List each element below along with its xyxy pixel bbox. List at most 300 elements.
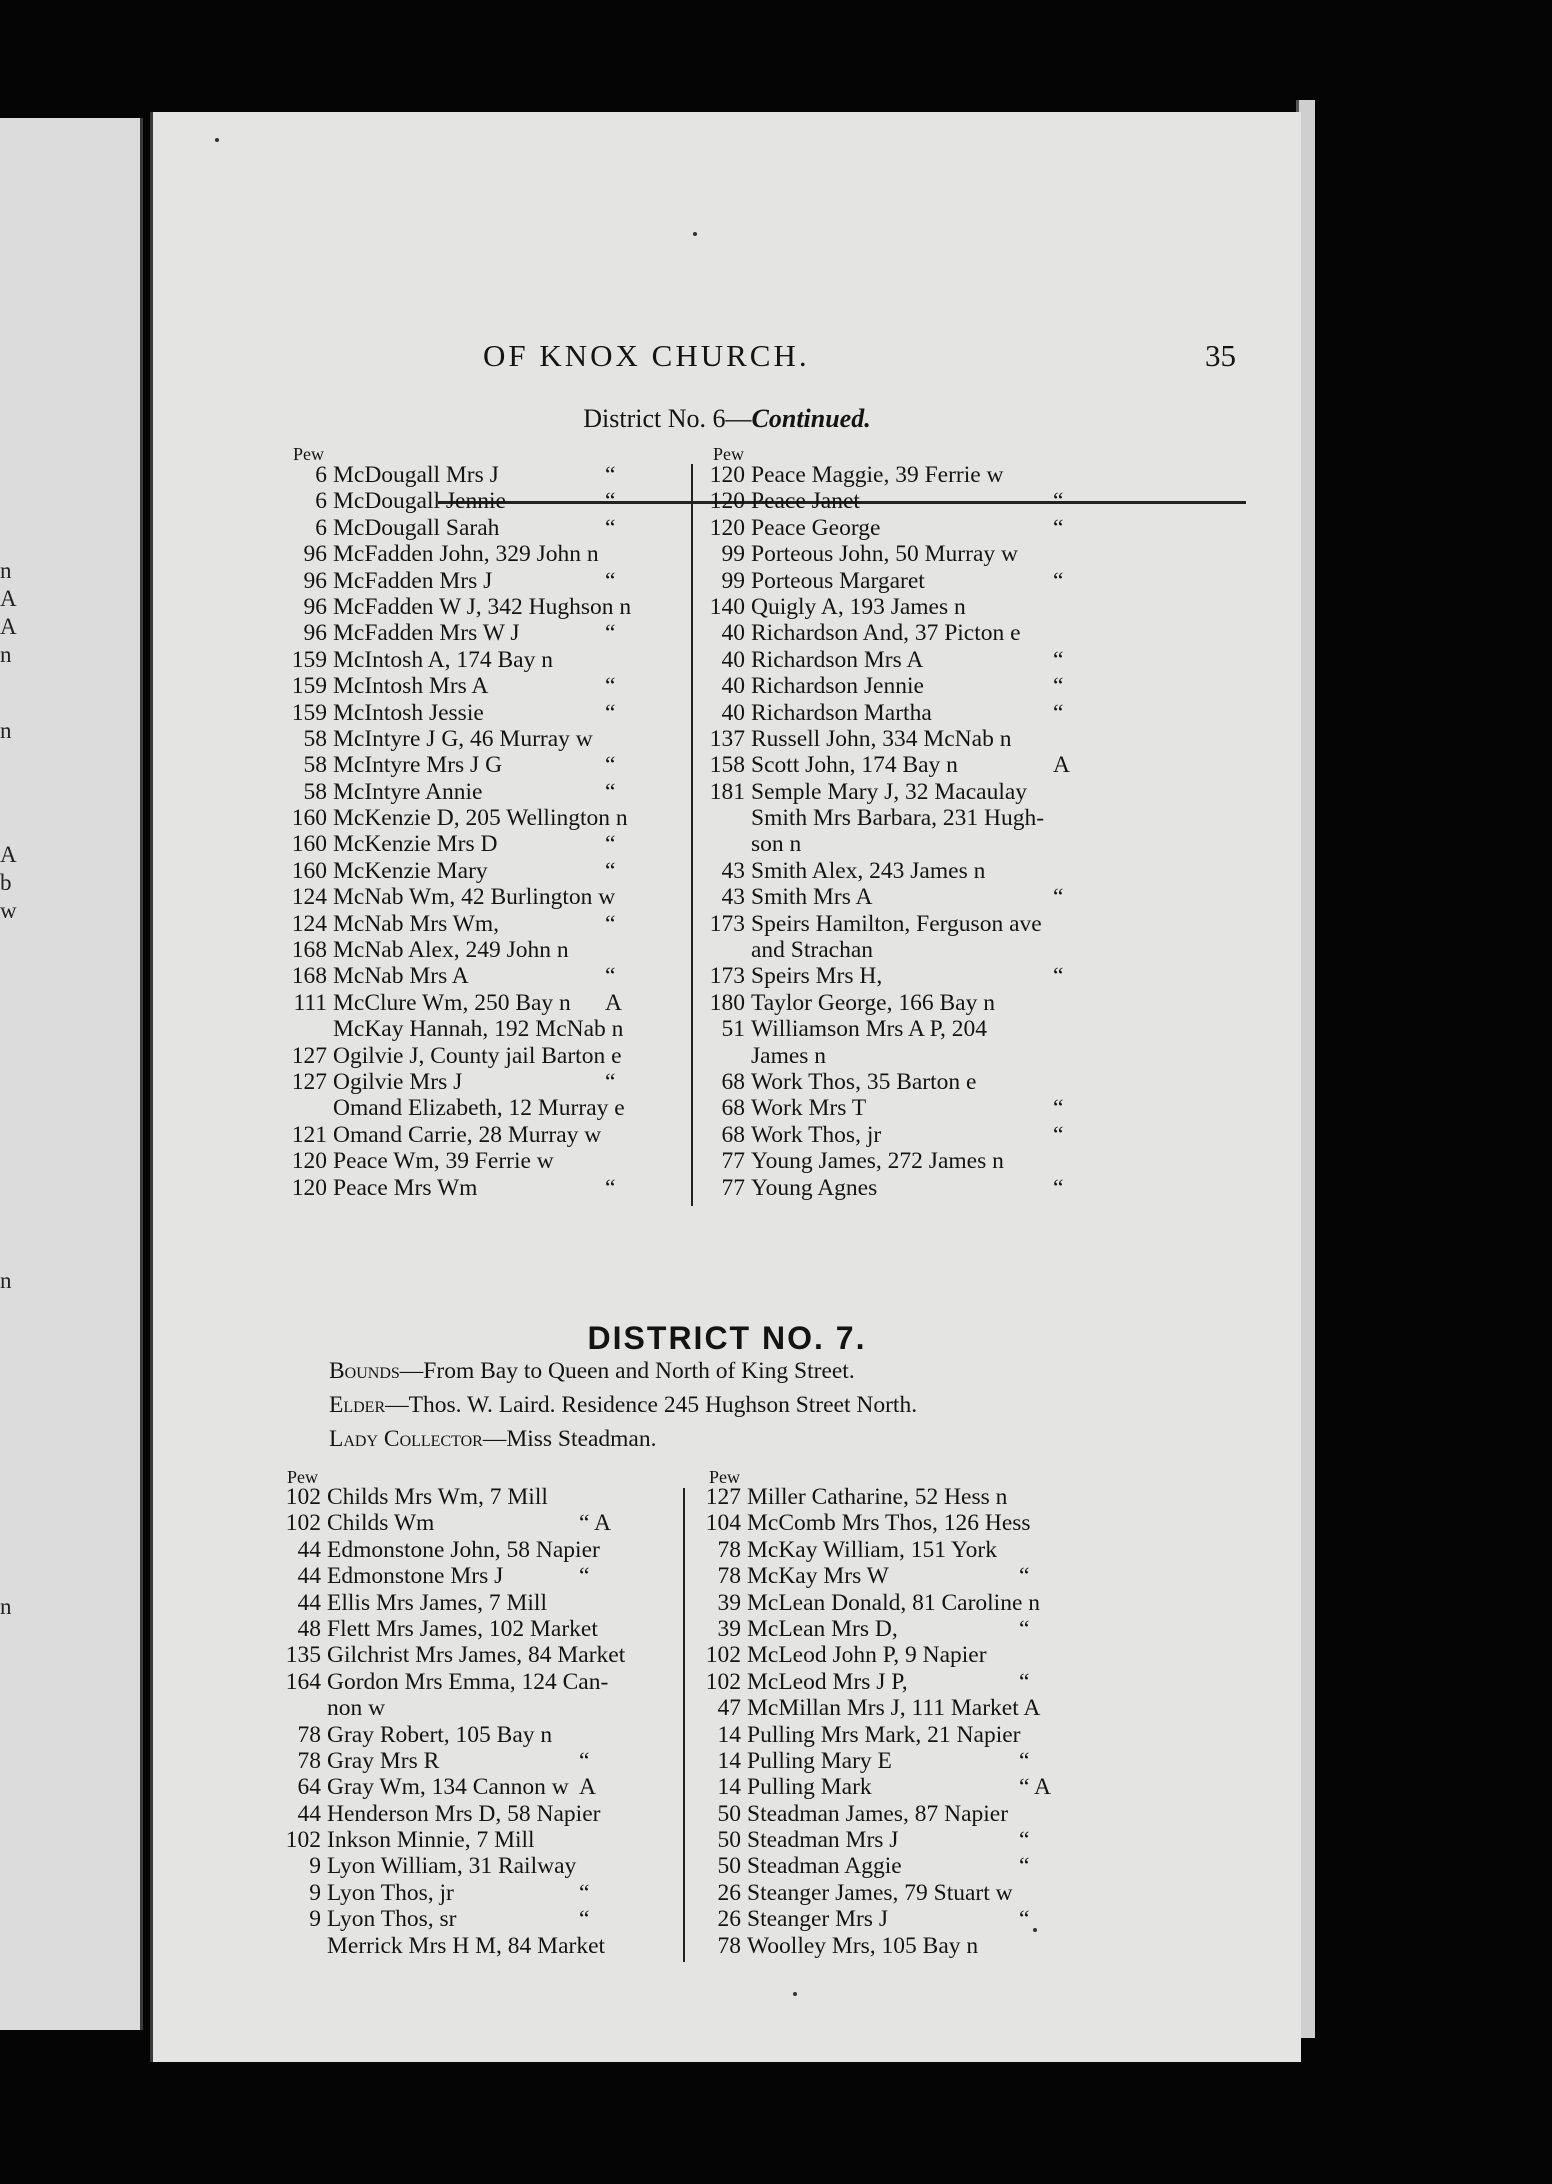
ditto-mark: “: [605, 910, 616, 937]
pew-number: 6: [315, 514, 327, 541]
ditto-mark: “: [579, 1906, 590, 1933]
pew-number: 58: [303, 752, 327, 779]
member-entry: Smith Alex, 243 James n: [751, 857, 986, 884]
district6-right-column: [693, 462, 1253, 1201]
pew-number: 127: [705, 1484, 741, 1510]
ditto-mark: “: [605, 567, 616, 594]
pew-number: 58: [303, 778, 327, 805]
pew-number: 47: [717, 1695, 741, 1722]
pew-number: 77: [721, 1174, 745, 1201]
member-entry: Young James, 272 James n: [751, 1148, 1004, 1175]
list-item: [693, 647, 1253, 673]
member-entry: McKenzie Mary: [333, 857, 488, 884]
ditto-mark: “: [605, 963, 616, 990]
facing-page-fragment: A: [0, 842, 17, 867]
list-item: [689, 1537, 1259, 1563]
member-entry: Childs Mrs Wm, 7 Mill: [327, 1484, 548, 1510]
list-item: [693, 963, 1253, 989]
list-item: [275, 937, 715, 963]
ditto-mark: A: [605, 989, 622, 1016]
member-entry: Gray Wm, 134 Cannon w: [327, 1774, 569, 1801]
district6-left-column: [275, 462, 715, 1201]
pew-number: 124: [291, 910, 327, 937]
pew-number: 43: [721, 857, 745, 884]
list-item: [689, 1933, 1259, 1959]
member-entry: Miller Catharine, 52 Hess n: [747, 1484, 1008, 1510]
district7-lady-collector: [329, 1426, 656, 1453]
list-item: [689, 1801, 1259, 1827]
pew-number: 44: [297, 1563, 321, 1590]
pew-number: 180: [709, 989, 745, 1016]
paper-speck: [1033, 1928, 1037, 1932]
pew-number: 44: [297, 1536, 321, 1563]
collector-text: —Miss Steadman.: [482, 1426, 657, 1452]
ditto-mark: “: [605, 1068, 616, 1095]
pew-number: 48: [297, 1615, 321, 1642]
pew-number: 6: [315, 488, 327, 515]
member-entry: Peace George: [751, 514, 881, 541]
member-entry: Ogilvie J, County jail Barton e: [333, 1042, 622, 1069]
list-item: [275, 1043, 715, 1069]
list-item: [689, 1484, 1259, 1510]
pew-number: 102: [285, 1827, 321, 1854]
pew-number: 164: [285, 1668, 321, 1695]
list-item: [269, 1853, 709, 1879]
pew-number: 111: [293, 989, 327, 1016]
member-entry: Work Thos, 35 Barton e: [751, 1068, 977, 1095]
pew-number: 64: [297, 1774, 321, 1801]
member-entry: McKenzie D, 205 Wellington n: [333, 805, 628, 832]
member-entry: Henderson Mrs D, 58 Napier: [327, 1800, 601, 1827]
pew-number: 68: [721, 1121, 745, 1148]
ditto-mark: “: [1019, 1747, 1030, 1774]
member-entry: Gilchrist Mrs James, 84 Market: [327, 1642, 626, 1669]
district6-continued: Continued.: [751, 404, 871, 433]
member-entry: Peace Mrs Wm: [333, 1174, 478, 1201]
list-item: [693, 594, 1253, 620]
member-entry: McLeod John P, 9 Napier: [747, 1642, 987, 1669]
list-item: [693, 673, 1253, 699]
facing-page-fragment: n: [0, 642, 12, 667]
ditto-mark: “: [1053, 488, 1064, 515]
district6-pew-label-right: Pew: [713, 444, 744, 464]
pew-number: 14: [717, 1747, 741, 1774]
member-entry: McKay Hannah, 192 McNab n: [333, 1016, 624, 1043]
pew-number: 102: [285, 1484, 321, 1510]
list-item: [269, 1642, 709, 1668]
member-entry: Lyon William, 31 Railway: [327, 1853, 577, 1880]
district6-heading: [153, 404, 1301, 434]
member-entry: Speirs Hamilton, Ferguson ave: [751, 910, 1042, 937]
list-item: [269, 1484, 709, 1510]
pew-number: 120: [291, 1148, 327, 1175]
pew-number: 78: [717, 1932, 741, 1959]
member-entry: Smith Mrs A: [751, 884, 873, 911]
list-item: [269, 1774, 709, 1800]
ditto-mark: “: [605, 673, 616, 700]
elder-text: —Thos. W. Laird. Residence 245 Hughson Street North.: [385, 1392, 918, 1418]
ditto-mark: “: [605, 831, 616, 858]
list-item: [269, 1695, 709, 1721]
member-entry: Childs Wm: [327, 1510, 435, 1537]
member-entry: Semple Mary J, 32 Macaulay: [751, 778, 1028, 805]
list-item: [269, 1801, 709, 1827]
list-item: [269, 1510, 709, 1536]
member-entry: Steadman James, 87 Napier: [747, 1800, 1009, 1827]
ditto-mark: “ A: [1019, 1774, 1051, 1801]
member-entry: McIntosh Mrs A: [333, 673, 489, 700]
member-entry: Merrick Mrs H M, 84 Market: [327, 1932, 606, 1959]
member-entry: Woolley Mrs, 105 Bay n: [747, 1932, 979, 1959]
pew-number: 140: [709, 593, 745, 620]
list-item: [693, 1122, 1253, 1148]
pew-number: 78: [717, 1536, 741, 1563]
ditto-mark: “: [1053, 699, 1064, 726]
member-entry: Scott John, 174 Bay n: [751, 752, 958, 779]
pew-number: 51: [721, 1016, 745, 1043]
ditto-mark: “: [1019, 1827, 1030, 1854]
pew-number: 124: [291, 884, 327, 911]
member-entry: McIntosh A, 174 Bay n: [333, 646, 553, 673]
member-entry: Speirs Mrs H,: [751, 963, 883, 990]
list-item: [269, 1722, 709, 1748]
member-entry: Ellis Mrs James, 7 Mill: [327, 1589, 547, 1616]
member-entry: McKay Mrs W: [747, 1563, 889, 1590]
list-item: [693, 1148, 1253, 1174]
member-entry: McIntyre Annie: [333, 778, 483, 805]
list-item: [689, 1563, 1259, 1589]
list-item: [693, 779, 1253, 805]
member-entry: son n: [751, 831, 802, 858]
member-entry: Taylor George, 166 Bay n: [751, 989, 995, 1016]
member-entry: Steanger Mrs J: [747, 1906, 888, 1933]
ditto-mark: “: [1053, 1174, 1064, 1201]
pew-number: 127: [291, 1068, 327, 1095]
pew-number: 96: [303, 620, 327, 647]
pew-number: 26: [717, 1906, 741, 1933]
ditto-mark: “ A: [579, 1510, 611, 1537]
pew-number: 173: [709, 910, 745, 937]
pew-number: 160: [291, 857, 327, 884]
pew-number: 99: [721, 541, 745, 568]
pew-number: 68: [721, 1068, 745, 1095]
list-item: [693, 462, 1253, 488]
paper-speck: [215, 138, 219, 142]
list-item: [275, 805, 715, 831]
ditto-mark: “: [1019, 1906, 1030, 1933]
list-item: [275, 1122, 715, 1148]
pew-number: 96: [303, 593, 327, 620]
facing-page-fragment: b: [0, 870, 12, 895]
pew-number: 26: [717, 1879, 741, 1906]
member-entry: Porteous Margaret: [751, 567, 925, 594]
member-entry: James n: [751, 1042, 827, 1069]
list-item: [693, 620, 1253, 646]
pew-number: 40: [721, 673, 745, 700]
member-entry: Russell John, 334 McNab n: [751, 725, 1012, 752]
member-entry: Gordon Mrs Emma, 124 Can-: [327, 1668, 609, 1695]
pew-number: 102: [705, 1668, 741, 1695]
list-item: [693, 884, 1253, 910]
ditto-mark: “: [1053, 673, 1064, 700]
pew-number: 58: [303, 725, 327, 752]
pew-number: 158: [709, 752, 745, 779]
page-running-header: OF KNOX CHURCH.: [483, 338, 810, 373]
ditto-mark: “: [605, 462, 616, 488]
list-item: [275, 1016, 715, 1042]
district6-heading-text: District No. 6—: [583, 404, 752, 433]
pew-number: 44: [297, 1589, 321, 1616]
member-entry: Omand Elizabeth, 12 Murray e: [333, 1095, 625, 1122]
member-entry: McComb Mrs Thos, 126 Hess: [747, 1510, 1031, 1537]
member-entry: Peace Wm, 39 Ferrie w: [333, 1148, 554, 1175]
pew-number: 9: [309, 1879, 321, 1906]
member-entry: Edmonstone John, 58 Napier: [327, 1536, 600, 1563]
member-entry: McFadden Mrs W J: [333, 620, 520, 647]
member-entry: Steanger James, 79 Stuart w: [747, 1879, 1013, 1906]
list-item: [689, 1722, 1259, 1748]
ditto-mark: A: [1053, 752, 1070, 779]
member-entry: McMillan Mrs J, 111 Market A: [747, 1695, 1041, 1722]
pew-number: 102: [285, 1510, 321, 1537]
pew-number: 78: [717, 1563, 741, 1590]
list-item: [269, 1906, 709, 1932]
list-item: [275, 594, 715, 620]
pew-number: 44: [297, 1800, 321, 1827]
pew-number: 160: [291, 831, 327, 858]
list-item: [275, 568, 715, 594]
member-entry: McDougall Jennie: [333, 488, 506, 515]
pew-number: 50: [717, 1853, 741, 1880]
list-item: [275, 752, 715, 778]
member-entry: McFadden W J, 342 Hughson n: [333, 593, 632, 620]
list-item: [269, 1669, 709, 1695]
list-item: [275, 515, 715, 541]
list-item: [689, 1880, 1259, 1906]
pew-number: 120: [709, 488, 745, 515]
list-item: [689, 1853, 1259, 1879]
member-entry: Porteous John, 50 Murray w: [751, 541, 1018, 568]
ditto-mark: “: [579, 1879, 590, 1906]
list-item: [269, 1616, 709, 1642]
ditto-mark: “: [1019, 1853, 1030, 1880]
ditto-mark: “: [1053, 514, 1064, 541]
list-item: [689, 1616, 1259, 1642]
member-entry: Quigly A, 193 James n: [751, 593, 966, 620]
member-entry: Inkson Minnie, 7 Mill: [327, 1827, 535, 1854]
member-entry: Pulling Mrs Mark, 21 Napier: [747, 1721, 1021, 1748]
pew-number: 40: [721, 699, 745, 726]
ditto-mark: “: [1053, 884, 1064, 911]
member-entry: Smith Mrs Barbara, 231 Hugh-: [751, 805, 1045, 832]
book-page: [150, 112, 1301, 2062]
district7-right-column: [689, 1484, 1259, 1959]
member-entry: Edmonstone Mrs J: [327, 1563, 504, 1590]
member-entry: McKay William, 151 York: [747, 1536, 997, 1563]
pew-number: 181: [709, 778, 745, 805]
pew-number: 159: [291, 646, 327, 673]
facing-page-fragment: A: [0, 586, 17, 611]
district7-title: DISTRICT NO. 7.: [587, 1320, 867, 1356]
member-entry: McNab Alex, 249 John n: [333, 937, 569, 964]
list-item: [269, 1748, 709, 1774]
list-item: [275, 620, 715, 646]
ditto-mark: “: [605, 620, 616, 647]
pew-number: 137: [709, 725, 745, 752]
member-entry: Richardson Martha: [751, 699, 932, 726]
pew-number: 127: [291, 1042, 327, 1069]
pew-number: 9: [309, 1853, 321, 1880]
member-entry: Steadman Mrs J: [747, 1827, 899, 1854]
list-item: [275, 990, 715, 1016]
member-entry: McNab Mrs Wm,: [333, 910, 500, 937]
ditto-mark: A: [579, 1774, 596, 1801]
member-entry: Richardson Jennie: [751, 673, 924, 700]
list-item: [693, 1175, 1253, 1201]
pew-number: 96: [303, 567, 327, 594]
list-item: [693, 990, 1253, 1016]
district7-left-column: [269, 1484, 709, 1959]
list-item: [275, 647, 715, 673]
pew-number: 39: [717, 1615, 741, 1642]
ditto-mark: “: [605, 488, 616, 515]
list-item: [689, 1695, 1259, 1721]
pew-number: 78: [297, 1721, 321, 1748]
pew-number: 104: [705, 1510, 741, 1537]
ditto-mark: “: [1053, 1121, 1064, 1148]
member-entry: McClure Wm, 250 Bay n: [333, 989, 571, 1016]
pew-number: 40: [721, 646, 745, 673]
ditto-mark: “: [1019, 1668, 1030, 1695]
elder-label: Elder: [329, 1392, 386, 1418]
list-item: [269, 1880, 709, 1906]
facing-page-fragment: A: [0, 614, 17, 639]
list-item: [689, 1590, 1259, 1616]
ditto-mark: “: [1053, 567, 1064, 594]
list-item: [275, 963, 715, 989]
ditto-mark: “: [1019, 1615, 1030, 1642]
pew-number: 121: [291, 1121, 327, 1148]
list-item: [275, 779, 715, 805]
list-item: [693, 541, 1253, 567]
ditto-mark: “: [1053, 963, 1064, 990]
list-item: [693, 1069, 1253, 1095]
pew-number: 78: [297, 1747, 321, 1774]
list-item: [693, 937, 1253, 963]
list-item: [275, 884, 715, 910]
member-entry: Richardson And, 37 Picton e: [751, 620, 1021, 647]
member-entry: Ogilvie Mrs J: [333, 1068, 463, 1095]
member-entry: Gray Mrs R: [327, 1747, 440, 1774]
member-entry: Lyon Thos, sr: [327, 1906, 457, 1933]
member-entry: McLeod Mrs J P,: [747, 1668, 908, 1695]
list-item: [693, 1043, 1253, 1069]
member-entry: McIntosh Jessie: [333, 699, 484, 726]
list-item: [689, 1827, 1259, 1853]
pew-number: 102: [705, 1642, 741, 1669]
facing-page-fragment: w: [0, 898, 17, 923]
list-item: [269, 1933, 709, 1959]
facing-page-edge: [0, 118, 143, 2030]
list-item: [689, 1669, 1259, 1695]
pew-number: 68: [721, 1095, 745, 1122]
pew-number: 120: [291, 1174, 327, 1201]
member-entry: McNab Mrs A: [333, 963, 469, 990]
member-entry: non w: [327, 1695, 386, 1722]
list-item: [275, 488, 715, 514]
list-item: [689, 1748, 1259, 1774]
pew-number: 77: [721, 1148, 745, 1175]
member-entry: Steadman Aggie: [747, 1853, 902, 1880]
facing-page-fragment: n: [0, 1594, 12, 1619]
list-item: [689, 1906, 1259, 1932]
pew-number: 9: [309, 1906, 321, 1933]
member-entry: Lyon Thos, jr: [327, 1879, 454, 1906]
list-item: [689, 1510, 1259, 1536]
ditto-mark: “: [605, 778, 616, 805]
pew-number: 50: [717, 1827, 741, 1854]
member-entry: McDougall Sarah: [333, 514, 500, 541]
district6-pew-label-left: Pew: [293, 444, 324, 464]
ditto-mark: “: [605, 699, 616, 726]
ditto-mark: “: [1053, 646, 1064, 673]
ditto-mark: “: [605, 857, 616, 884]
facing-page-fragment: n: [0, 1268, 12, 1293]
member-entry: Work Thos, jr: [751, 1121, 882, 1148]
list-item: [693, 700, 1253, 726]
pew-number: 40: [721, 620, 745, 647]
ditto-mark: “: [579, 1747, 590, 1774]
paper-speck: [793, 1992, 797, 1996]
list-item: [275, 858, 715, 884]
list-item: [275, 1175, 715, 1201]
list-item: [269, 1537, 709, 1563]
list-item: [693, 488, 1253, 514]
pew-number: 159: [291, 673, 327, 700]
list-item: [693, 568, 1253, 594]
member-entry: and Strachan: [751, 937, 874, 964]
list-item: [693, 1016, 1253, 1042]
district7-pew-label-right: Pew: [709, 1467, 740, 1487]
member-entry: McKenzie Mrs D: [333, 831, 498, 858]
bounds-text: —From Bay to Queen and North of King Street.: [399, 1358, 855, 1384]
pew-number: 173: [709, 963, 745, 990]
list-item: [693, 726, 1253, 752]
list-item: [693, 515, 1253, 541]
list-item: [275, 673, 715, 699]
member-entry: McDougall Mrs J: [333, 462, 499, 488]
member-entry: Pulling Mark: [747, 1774, 872, 1801]
pew-number: 14: [717, 1774, 741, 1801]
member-entry: Omand Carrie, 28 Murray w: [333, 1121, 602, 1148]
ditto-mark: “: [605, 514, 616, 541]
paper-speck: [693, 232, 697, 236]
member-entry: Williamson Mrs A P, 204: [751, 1016, 988, 1043]
list-item: [693, 911, 1253, 937]
list-item: [693, 805, 1253, 831]
facing-page-fragment: n: [0, 558, 12, 583]
list-item: [269, 1590, 709, 1616]
pew-number: 14: [717, 1721, 741, 1748]
member-entry: McIntyre J G, 46 Murray w: [333, 725, 593, 752]
member-entry: McNab Wm, 42 Burlington w: [333, 884, 616, 911]
member-entry: Pulling Mary E: [747, 1747, 892, 1774]
pew-number: 120: [709, 514, 745, 541]
pew-number: 168: [291, 937, 327, 964]
district7-elder: [329, 1392, 917, 1419]
pew-number: 120: [709, 462, 745, 488]
pew-number: 43: [721, 884, 745, 911]
